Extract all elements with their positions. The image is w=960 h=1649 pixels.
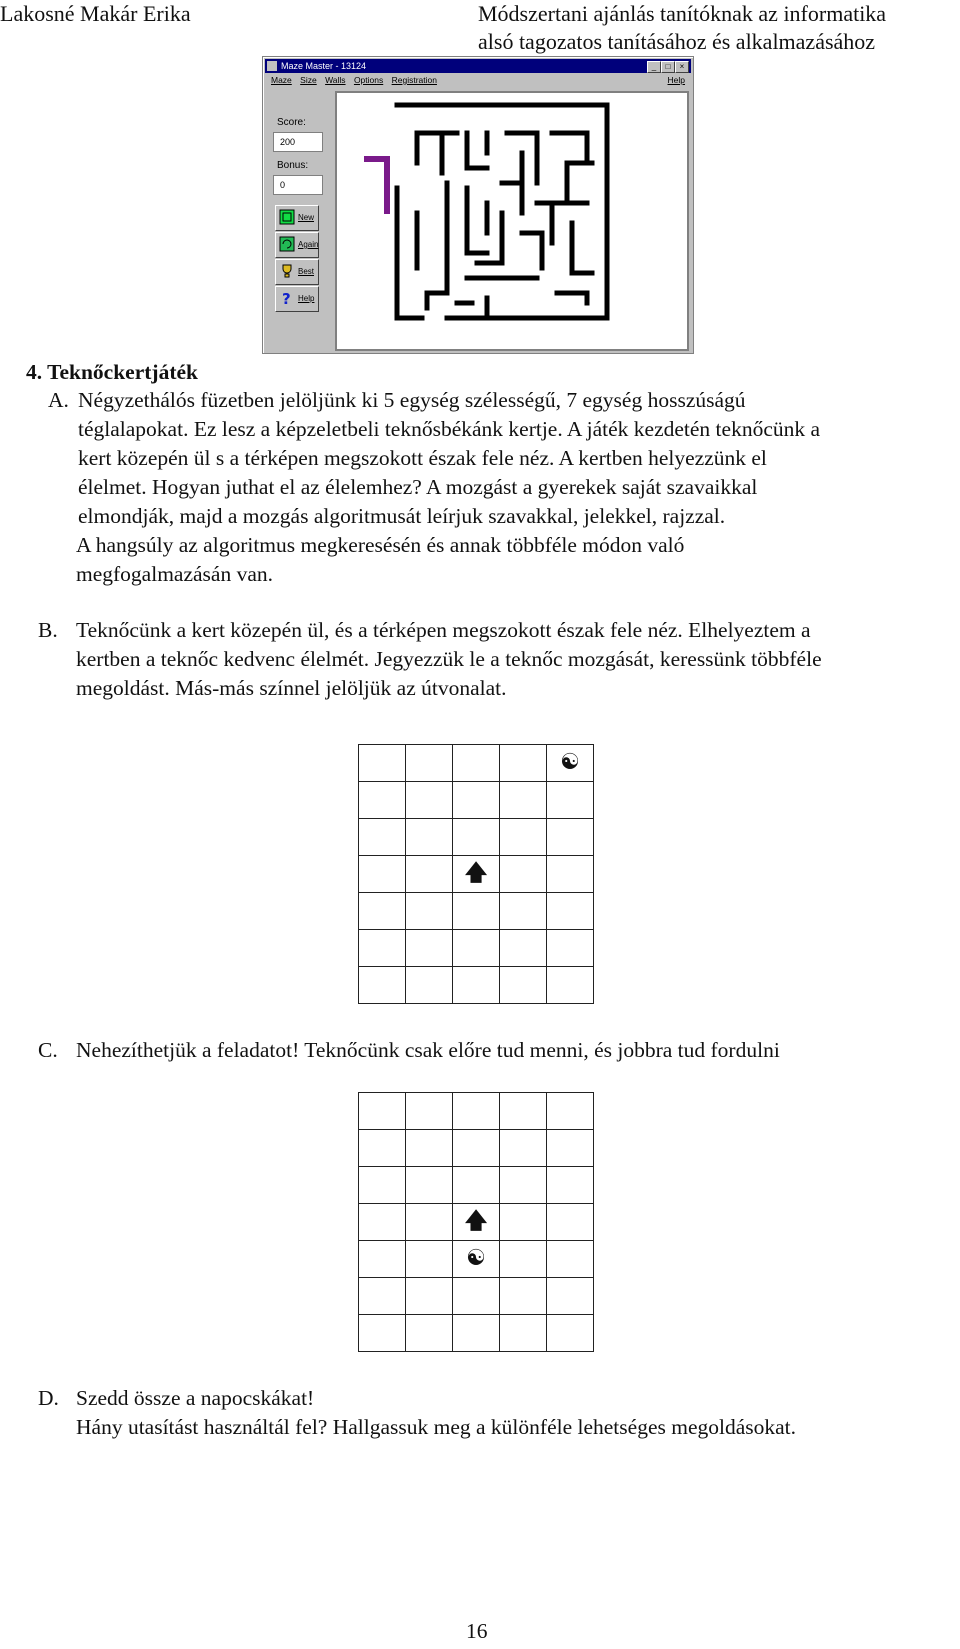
grid-cell [500, 782, 547, 819]
grid-cell [359, 1315, 406, 1352]
item-a-line-2: téglalapokat. Ez lesz a képzeletbeli teknősbékánk kertje. A játék kezdetén teknőcünk a [78, 417, 821, 441]
grid-row [359, 1093, 594, 1130]
grid-cell [453, 1204, 500, 1241]
app-icon [267, 61, 277, 71]
item-a-line-4: élelmet. Hogyan juthat el az élelemhez? A mozgást a gyerekek saját szavaikkal [78, 475, 758, 499]
grid-cell [547, 782, 594, 819]
again-button-label: Again [298, 240, 319, 249]
grid-cell [359, 1241, 406, 1278]
grid-row [359, 819, 594, 856]
menubar [265, 74, 691, 87]
food-yin-yang-icon: ☯ [466, 1246, 486, 1271]
new-button[interactable] [275, 205, 319, 231]
maze-master-window [262, 56, 694, 354]
best-button[interactable] [275, 259, 319, 285]
grid-cell [406, 1315, 453, 1352]
maze-canvas[interactable] [335, 91, 689, 351]
food-yin-yang-icon: ☯ [560, 750, 580, 775]
menu-options[interactable]: Options [353, 75, 384, 85]
grid-cell [406, 1241, 453, 1278]
score-value: 200 [273, 132, 323, 152]
menu-registration[interactable]: Registration [391, 75, 437, 85]
grid-cell [500, 745, 547, 782]
item-b-line-1: Teknőcünk a kert közepén ül, és a térképen megszokott észak fele néz. Elhelyeztem a [76, 618, 811, 642]
grid-row [359, 1167, 594, 1204]
header-title-line1: Módszertani ajánlás tanítóknak az informatika [478, 1, 887, 26]
grid-cell [453, 1167, 500, 1204]
grid-cell [453, 1278, 500, 1315]
grid-cell [453, 782, 500, 819]
help-button[interactable] [275, 286, 319, 312]
menu-walls[interactable]: Walls [325, 75, 346, 85]
grid-cell [547, 967, 594, 1004]
grid-row [359, 893, 594, 930]
grid-cell [547, 1204, 594, 1241]
grid-cell [406, 819, 453, 856]
minimize-icon[interactable]: _ [647, 61, 661, 73]
grid-cell [359, 782, 406, 819]
grid-cell [500, 1130, 547, 1167]
item-a-line-5: elmondják, majd a mozgás algoritmusát leírjuk szavakkal, jelekkel, rajzzal. [78, 504, 726, 528]
grid-cell [547, 1315, 594, 1352]
grid-cell [500, 1241, 547, 1278]
grid-cell [359, 1204, 406, 1241]
grid-cell [406, 1204, 453, 1241]
grid-cell [500, 1093, 547, 1130]
section-heading: 4. Teknőckertjáték [26, 360, 198, 384]
grid-cell [547, 1167, 594, 1204]
item-d-line-1: Szedd össze a napocskákat! [76, 1386, 315, 1410]
grid-cell [500, 1204, 547, 1241]
grid-cell [359, 1167, 406, 1204]
item-b-line-2: kertben a teknőc kedvenc élelmét. Jegyezzük le a teknőc mozgását, keressünk többféle [76, 647, 822, 671]
grid-cell [406, 1130, 453, 1167]
grid-row [359, 967, 594, 1004]
item-a-line-6: A hangsúly az algoritmus megkeresésén és annak többféle módon való [76, 533, 685, 557]
grid-cell [359, 893, 406, 930]
trophy-icon [279, 263, 295, 279]
grid-cell [500, 967, 547, 1004]
question-icon [279, 290, 295, 306]
item-d-label: D. [38, 1386, 59, 1410]
grid-cell [453, 893, 500, 930]
grid-row [359, 1315, 594, 1352]
svg-text:?: ? [282, 290, 291, 306]
window-titlebar [265, 59, 691, 73]
grid-cell [453, 819, 500, 856]
grid-cell [359, 745, 406, 782]
grid-cell [406, 967, 453, 1004]
menu-maze[interactable]: Maze [271, 75, 292, 85]
again-button[interactable] [275, 232, 319, 258]
grid-cell [547, 1241, 594, 1278]
grid-cell [453, 1093, 500, 1130]
turtle-arrow-icon: 🡅 [464, 861, 488, 886]
item-b-line-3: megoldást. Más-más színnel jelöljük az útvonalat. [76, 676, 507, 700]
grid-cell [547, 819, 594, 856]
item-b-label: B. [38, 618, 58, 642]
grid-row [359, 856, 594, 893]
item-d-line-2: Hány utasítást használtál fel? Hallgassuk meg a különféle lehetséges megoldásokat. [76, 1415, 797, 1439]
item-a-label: A. [48, 388, 69, 412]
item-c-label: C. [38, 1038, 58, 1062]
grid-cell [500, 1278, 547, 1315]
grid-cell [406, 782, 453, 819]
grid-cell [547, 1093, 594, 1130]
grid-cell [406, 1093, 453, 1130]
grid-row [359, 930, 594, 967]
grid-cell [547, 1130, 594, 1167]
grid-cell [453, 745, 500, 782]
grid-cell [406, 856, 453, 893]
grid-cell [359, 1130, 406, 1167]
grid-cell [453, 856, 500, 893]
grid-cell [453, 930, 500, 967]
grid-cell [406, 930, 453, 967]
item-a-line-1: Négyzethálós füzetben jelöljünk ki 5 egység szélességű, 7 egység hosszúságú [78, 388, 746, 412]
item-c-line: Nehezíthetjük a feladatot! Teknőcünk csak előre tud menni, és jobbra tud fordulni [76, 1038, 780, 1062]
new-button-label: New [298, 213, 315, 222]
grid-row [359, 1278, 594, 1315]
grid-row [359, 1241, 594, 1278]
grid-cell [453, 1315, 500, 1352]
grid-cell [453, 1130, 500, 1167]
grid-cell [359, 1278, 406, 1315]
grid-cell [406, 745, 453, 782]
grid-cell [453, 967, 500, 1004]
close-icon[interactable]: × [675, 61, 689, 73]
grid-cell [500, 856, 547, 893]
menu-help[interactable]: Help [667, 75, 685, 85]
turtle-arrow-icon: 🡅 [464, 1209, 488, 1234]
score-label: Score: [277, 117, 306, 128]
grid-cell [359, 819, 406, 856]
menu-size[interactable]: Size [300, 75, 317, 85]
garden-grid-b [358, 744, 594, 1004]
garden-grid-c [358, 1092, 594, 1352]
page-number: 16 [466, 1619, 488, 1643]
help-button-label: Help [298, 294, 315, 303]
window-title: Maze Master - 13124 [281, 61, 367, 71]
grid-cell [500, 930, 547, 967]
grid-cell [547, 856, 594, 893]
again-icon [279, 236, 295, 252]
grid-cell [547, 745, 594, 782]
new-maze-icon [279, 209, 295, 225]
grid-cell [359, 1093, 406, 1130]
grid-row [359, 782, 594, 819]
grid-cell [359, 856, 406, 893]
header-author: Lakosné Makár Erika [0, 1, 191, 26]
bonus-label: Bonus: [277, 160, 309, 171]
grid-cell [359, 967, 406, 1004]
grid-row [359, 1204, 594, 1241]
grid-cell [547, 893, 594, 930]
grid-row [359, 1130, 594, 1167]
maze-drawing [337, 93, 687, 349]
grid-cell [406, 893, 453, 930]
grid-row [359, 745, 594, 782]
grid-cell [547, 930, 594, 967]
maximize-icon[interactable]: □ [661, 61, 675, 73]
grid-cell [406, 1278, 453, 1315]
grid-cell [500, 893, 547, 930]
grid-cell [453, 1241, 500, 1278]
item-a-line-7: megfogalmazásán van. [76, 562, 273, 586]
grid-cell [359, 930, 406, 967]
bonus-value: 0 [273, 175, 323, 195]
grid-cell [500, 819, 547, 856]
grid-cell [500, 1167, 547, 1204]
item-a-line-3: kert közepén ül s a térképen megszokott észak fele néz. A kertben helyezzünk el [78, 446, 767, 470]
header-title-line2: alsó tagozatos tanításához és alkalmazásához [478, 29, 876, 54]
grid-cell [500, 1315, 547, 1352]
grid-cell [547, 1278, 594, 1315]
best-button-label: Best [298, 267, 315, 276]
grid-cell [406, 1167, 453, 1204]
